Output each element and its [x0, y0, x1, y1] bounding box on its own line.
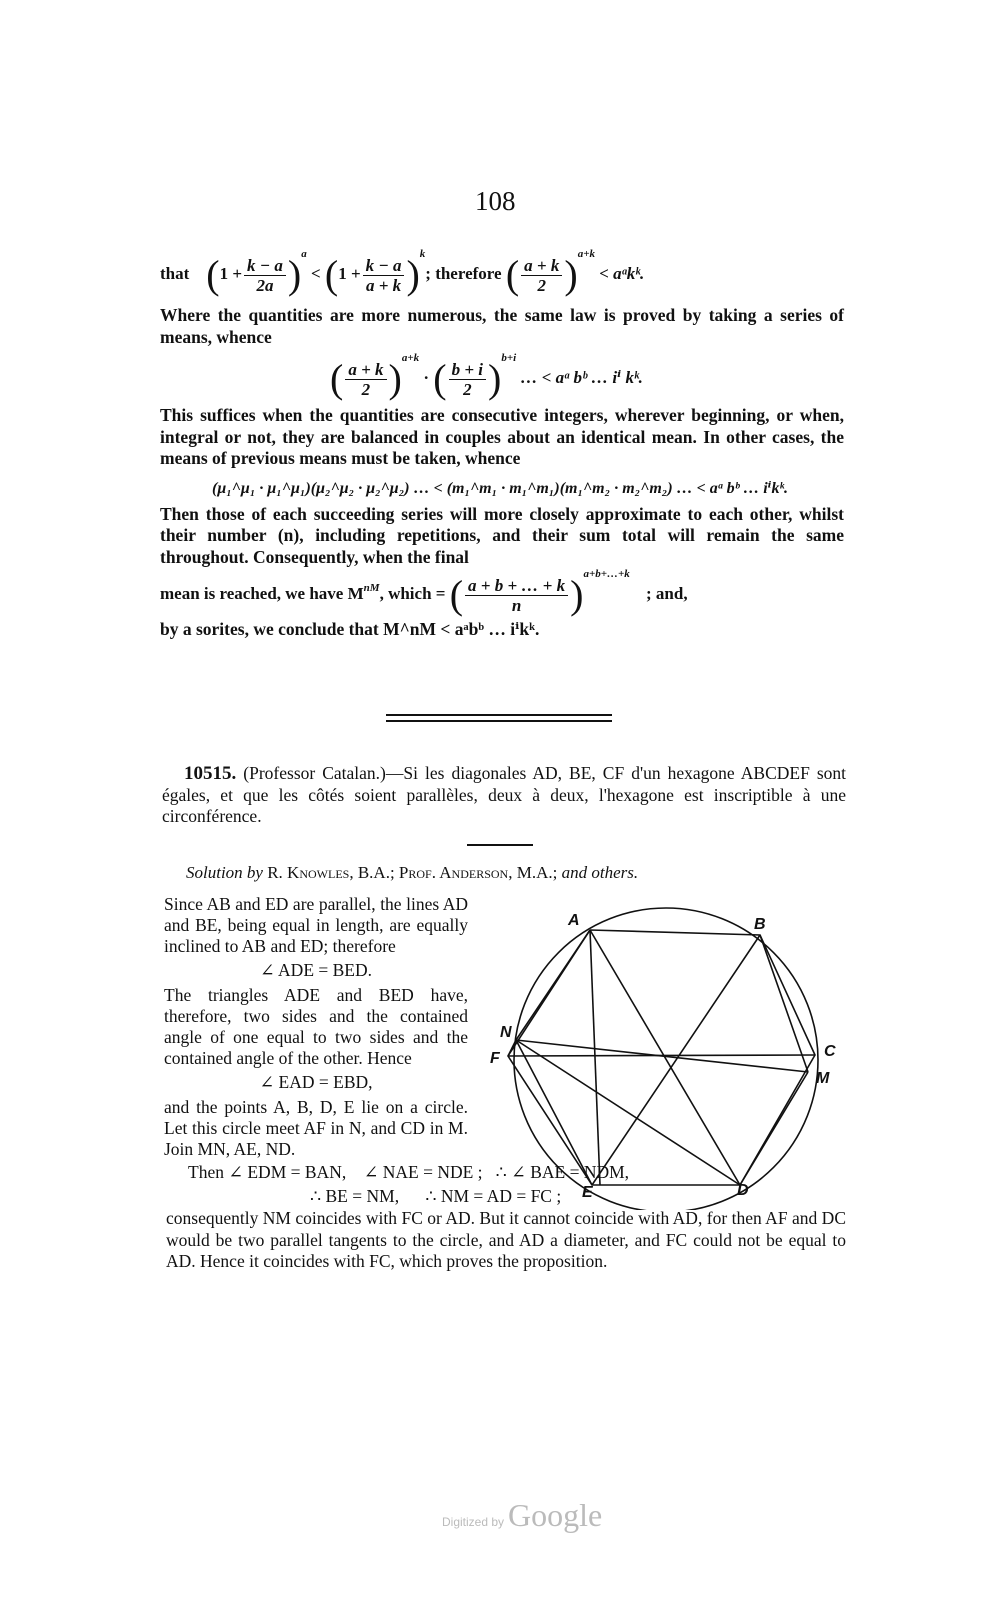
problem-statement — [162, 763, 846, 828]
diagonal-AD — [590, 930, 740, 1185]
main-text-block — [160, 248, 844, 641]
solution-column — [164, 894, 468, 1160]
label-B: B — [754, 916, 766, 933]
label-N: N — [500, 1024, 512, 1041]
line-AN — [516, 930, 590, 1040]
paragraph-2: This suffices when the quantities are consecutive integers, wherever beginning, or when, integral or not, they are balanced in couples about an identical mean. In other cases, the means of previous means must be taken, whence — [160, 405, 844, 469]
hexagon-circle-diagram — [480, 900, 850, 1210]
paragraph-4: by a sorites, we conclude that M^nM < aᵃbᵇ … iⁱkᵏ. — [160, 619, 540, 640]
label-D: D — [737, 1182, 749, 1199]
label-A: A — [568, 912, 580, 929]
digitized-by-google-watermark: Digitized by Google — [442, 1497, 603, 1533]
label-C: C — [824, 1043, 836, 1060]
paragraph-1: Where the quantities are more numerous, the same law is proved by taking a series of means, whence — [160, 305, 844, 347]
hexagon — [508, 930, 815, 1185]
eq-text: 1 + — [219, 264, 243, 283]
problem-number: 10515. — [184, 763, 237, 784]
solution-byline: Solution by R. Knowles, B.A.; Prof. Anderson, M.A.; and others. — [186, 863, 639, 882]
divider — [467, 844, 533, 846]
equation-2: ( $\frac{a + k}{2}$ )$^{a+k}$ · ( $\frac{b + i}{2}$ )$^{b+i}$ … < aᵃ bᵇ … iⁱ kᵏ. — [330, 352, 643, 402]
paragraph-3: Then those of each succeeding series will more closely approximate to each other, whilst their number (n), including repetitions, and their sum total will remain the same throughout. Consequently, when the final — [160, 503, 844, 567]
equation-4: mean is reached, we have $M^{nM}$, which = ( $\frac{a + b + \dots + k}{n}$ )$^{a+b+\dots+k}$ ; and, — [160, 568, 688, 618]
line-AE — [590, 930, 600, 1185]
divider — [386, 720, 612, 722]
divider — [386, 714, 612, 716]
eq-text: that — [160, 264, 190, 283]
label-E: E — [582, 1184, 593, 1201]
line-BM — [760, 935, 808, 1072]
equation: ∠ ADE = BED. — [259, 959, 373, 980]
fraction: $\frac{a + k}{2}$ — [521, 256, 562, 295]
solution-line-2: ∴ BE = NM, ∴ NM = AD = FC ; — [310, 1186, 562, 1207]
fraction: $\frac{k - a}{2a}$ — [244, 256, 286, 295]
solution-paragraph: consequently NM coincides with FC or AD. But it cannot coincide with AD, for then AF and DC would be two parallel tangents to the circle, and AD a diameter, and FC could not be equal to AD. Hence it coincides with FC, which proves the proposition. — [166, 1208, 846, 1272]
solution-paragraph: Since AB and ED are parallel, the lines AD and BE, being equal in length, are equally inclined to AB and ED; therefore — [164, 894, 468, 957]
solution-line-1: Then ∠ EDM = BAN, ∠ NAE = NDE ; ∴ ∠ BAE = NDM, — [188, 1162, 630, 1183]
line-ND — [516, 1040, 740, 1185]
label-F: F — [490, 1050, 500, 1067]
label-M: M — [816, 1070, 830, 1087]
solution-paragraph: and the points A, B, D, E lie on a circle. Let this circle meet AF in N, and CD in M. Join MN, AE, ND. — [164, 1096, 468, 1160]
page-number: 108 — [475, 186, 516, 216]
fraction: $\frac{k - a}{a + k}$ — [363, 256, 405, 295]
equation-3: (μ₁^μ₁ · μ₁^μ₁)(μ₂^μ₂ · μ₂^μ₂) … < (m₁^m₁ · m₁^m₁)(m₁^m₂ · m₂^m₂) … < aᵃ bᵇ … iⁱkᵏ. — [212, 479, 788, 497]
diagonal-BE — [592, 935, 760, 1185]
equation: ∠ EAD = EBD, — [259, 1071, 373, 1092]
equation-1: that (1 + $\frac{k - a}{2a}$ )$^a$ < (1 + $\frac{k - a}{a + k}$ )$^k$; therefore ( $\frac{a + k}{2}$ )$^{a+k}$ < aᵃkᵏ. — [160, 248, 645, 298]
solution-paragraph: The triangles ADE and BED have, therefore, two sides and the contained angle of one equal to two sides and the contained angle of the other. Hence — [164, 984, 468, 1069]
problem-text: (Professor Catalan.)—Si les diagonales AD, BE, CF d'un hexagone ABCDEF sont égales, et que les côtés soient parallèles, deux à deux, l'hexagone est inscriptible à une circonférence. — [162, 763, 846, 826]
